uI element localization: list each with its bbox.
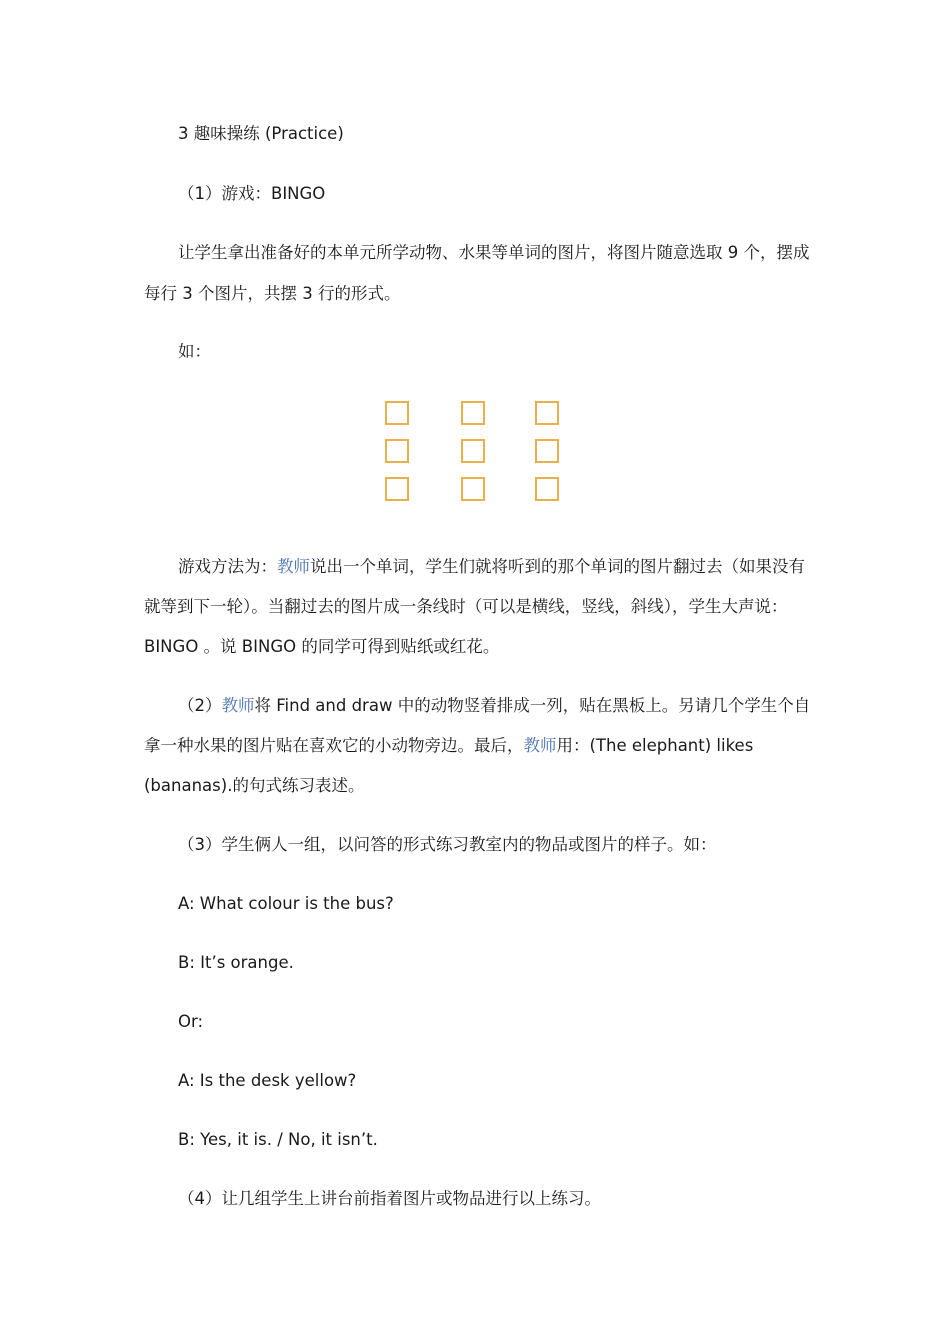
para2-line3: BINGO 。说 BINGO 的同学可得到贴纸或红花。 [144,637,500,656]
bingo-cell [385,401,409,425]
bingo-cell [461,439,485,463]
para3-line2: 拿一种水果的图片贴在喜欢它的小动物旁边。最后，教师用：(The elephant) likes [144,736,754,755]
item-4: （4）让几组学生上讲台前指着图片或物品进行以上练习。 [178,1189,601,1208]
bingo-cell [385,439,409,463]
bingo-cell [535,401,559,425]
bingo-cell [385,477,409,501]
dialogue-a1: A: What colour is the bus? [178,894,394,913]
bingo-cell [535,439,559,463]
dialogue-b2: B: Yes, it is. / No, it isn’t. [178,1130,378,1149]
example-label: 如： [178,342,211,361]
highlight-teacher: 教师 [523,736,557,755]
highlight-teacher: 教师 [221,696,255,715]
para3-line3: (bananas).的句式练习表述。 [144,776,365,795]
item-3: （3）学生俩人一组，以问答的形式练习教室内的物品或图片的样子。如： [178,835,717,854]
bingo-cell [461,477,485,501]
dialogue-b1: B: It’s orange. [178,953,294,972]
section-heading: 3 趣味操练 (Practice) [178,124,344,143]
highlight-teacher: 教师 [277,557,310,576]
para2-line1: 游戏方法为：教师说出一个单词，学生们就将听到的那个单词的图片翻过去（如果没有 [178,557,805,576]
para3-line1: （2）教师将 Find and draw 中的动物竖着排成一列，贴在黑板上。另请几个学生个自 [178,696,811,715]
bingo-cell [461,401,485,425]
dialogue-or: Or: [178,1012,204,1031]
dialogue-a2: A: Is the desk yellow? [178,1071,357,1090]
item-1-title: （1）游戏：BINGO [178,184,326,203]
para1-line1: 让学生拿出准备好的本单元所学动物、水果等单词的图片，将图片随意选取 9 个，摆成 [178,243,810,262]
para2-line2: 就等到下一轮）。当翻过去的图片成一条线时（可以是横线，竖线，斜线），学生大声说： [144,597,788,616]
bingo-grid [384,400,564,506]
para1-line2: 每行 3 个图片，共摆 3 行的形式。 [144,284,401,303]
bingo-cell [535,477,559,501]
